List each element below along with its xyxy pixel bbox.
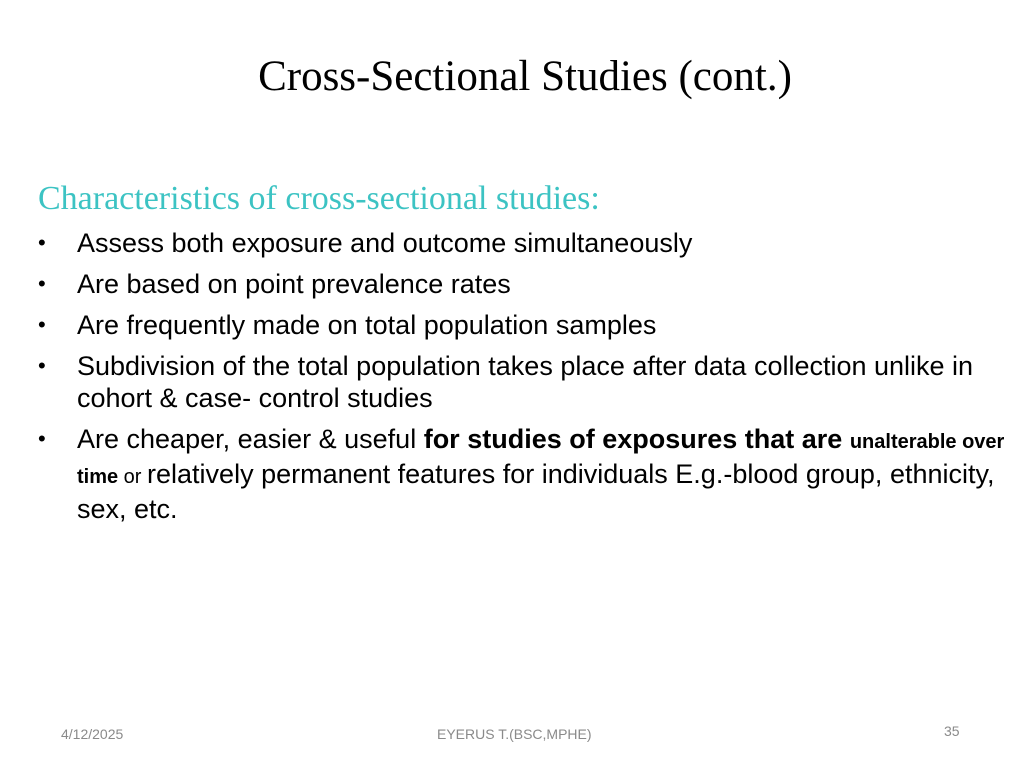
page-number: 35 [944,723,960,739]
bullet-text: Are frequently made on total population samples [77,310,657,340]
slide-title: Cross-Sectional Studies (cont.) [258,53,792,100]
bullet-text: Subdivision of the total population takes place after data collection unlike in cohort & case- control studies [77,351,974,413]
bullet-text-bold: for studies of exposures that are [423,424,843,454]
bullet-text-continuation: relatively permanent features for individuals E.g.-blood group, ethnicity, sex, etc. [77,459,995,524]
footer-date: 4/12/2025 [61,726,124,742]
bullet-text-small: or [118,466,148,488]
section-subheading: Characteristics of cross-sectional studies: [38,180,600,217]
bullet-item [38,423,1013,525]
bullet-marker: • [38,353,46,378]
bullet-text: Assess both exposure and outcome simultaneously [77,228,693,258]
bullet-item [38,309,1013,341]
bullet-marker: • [38,271,46,296]
bullet-item [38,350,1013,414]
bullet-item [38,227,1013,259]
bullet-marker: • [38,426,46,451]
bullet-text: Are based on point prevalence rates [77,269,511,299]
bullet-text-plain: Are cheaper, easier & useful [77,424,424,454]
bullet-text-small-bold: unalterable over time [77,431,1005,488]
bullet-marker: • [38,230,46,255]
bullet-item [38,268,1013,300]
bullet-list [38,227,1013,534]
footer-author: EYERUS T.(BSC,MPHE) [437,726,592,742]
bullet-marker: • [38,312,46,337]
